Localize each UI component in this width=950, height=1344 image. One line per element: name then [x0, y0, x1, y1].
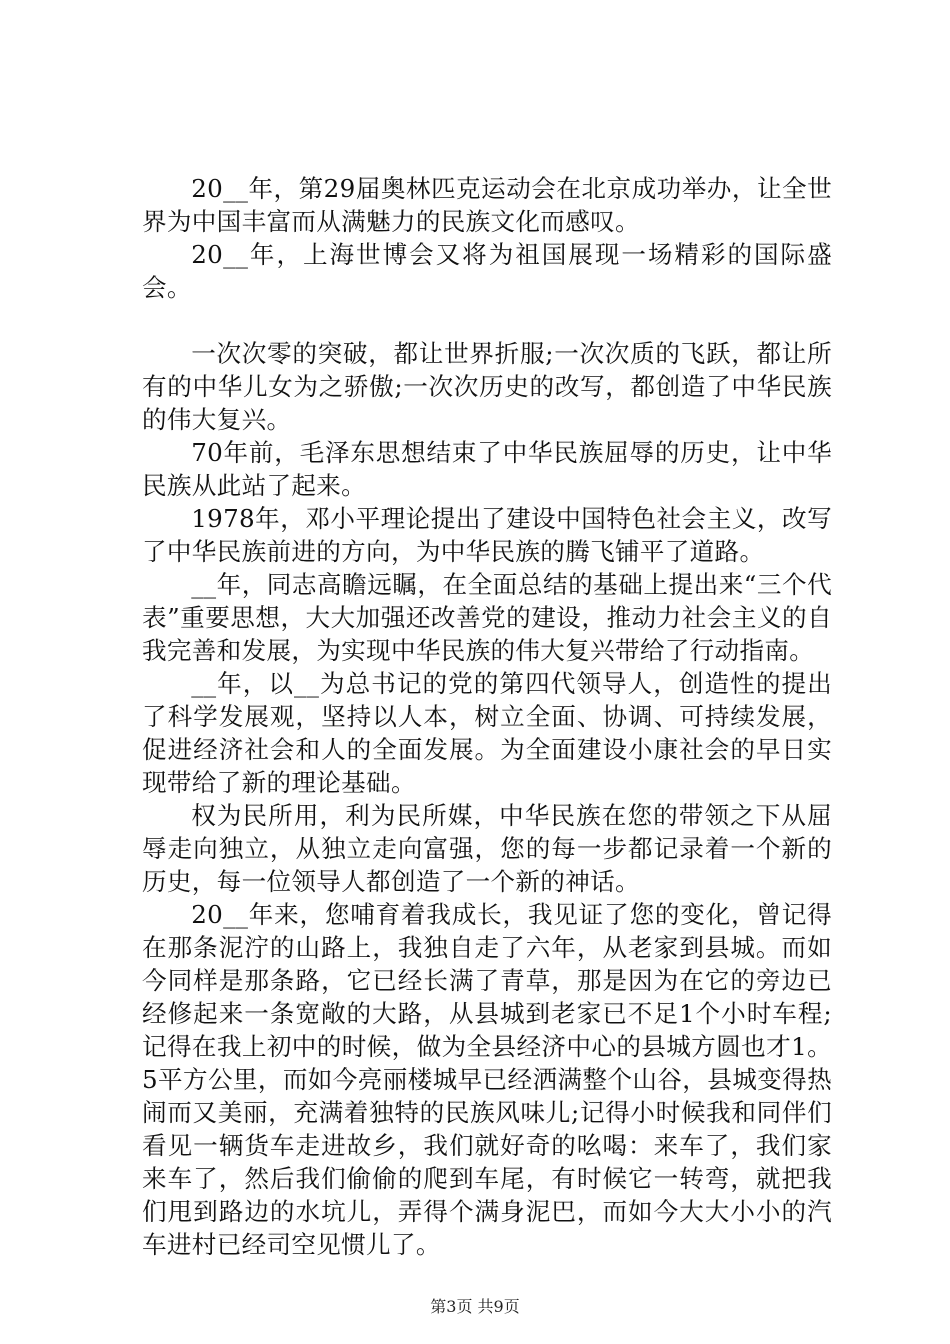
paragraph-scientific-development: __年，以__为总书记的党的第四代领导人，创造性的提出了科学发展观，坚持以人本，树立全面、协调、可持续发展，促进经济社会和人的全面发展。为全面建设小康社会的早日实现带给了新的理论基础。	[142, 669, 832, 797]
paragraph-deng: 1978年，邓小平理论提出了建设中国特色社会主义，改写了中华民族前进的方向，为中华民族的腾飞铺平了道路。	[142, 504, 832, 566]
paragraph-spacer	[142, 304, 832, 337]
paragraph-three-represents: __年，同志高瞻远瞩，在全面总结的基础上提出来“三个代表”重要思想，大大加强还改善党的建设，推动力社会主义的自我完善和发展，为实现中华民族的伟大复兴带给了行动指南。	[142, 570, 832, 665]
paragraph-expo: 20__年，上海世博会又将为祖国展现一场精彩的国际盛会。	[142, 240, 832, 302]
paragraph-hometown-changes: 20__年来，您哺育着我成长，我见证了您的变化，曾记得在那条泥泞的山路上，我独自走了六年，从老家到县城。而如今同样是那条路，它已经长满了青草，那是因为在它的旁边已经修起来一条宽敞的大路，从县城到老家已不足1个小时车程;记得在我上初中的时候，做为全县经济中心的县城方圆也才1。5平方公里，而如今亮丽楼城早已经洒满整个山谷，县城变得热闹而又美丽，充满着独特的民族风味儿;记得小时候我和同伴们看见一辆货车走进故乡，我们就好奇的吆喝：来车了，我们家来车了，然后我们偷偷的爬到车尾，有时候它一转弯，就把我们甩到路边的水坑儿，弄得个满身泥巴，而如今大大小小的汽车进村已经司空见惯儿了。	[142, 900, 832, 1259]
paragraph-power-for-people: 权为民所用，利为民所媒，中华民族在您的带领之下从屈辱走向独立，从独立走向富强，您的每一步都记录着一个新的历史，每一位领导人都创造了一个新的神话。	[142, 801, 832, 896]
document-body	[142, 172, 832, 1261]
page-number-footer: 第3页 共9页	[430, 1297, 520, 1316]
paragraph-olympics: 20__年，第29届奥林匹克运动会在北京成功举办，让全世界为中国丰富而从满魅力的民族文化而感叹。	[142, 174, 832, 236]
paragraph-breakthroughs: 一次次零的突破，都让世界折服;一次次质的飞跃，都让所有的中华儿女为之骄傲;一次次历史的改写，都创造了中华民族的伟大复兴。	[142, 339, 832, 434]
paragraph-mao: 70年前，毛泽东思想结束了中华民族屈辱的历史，让中华民族从此站了起来。	[142, 438, 832, 500]
